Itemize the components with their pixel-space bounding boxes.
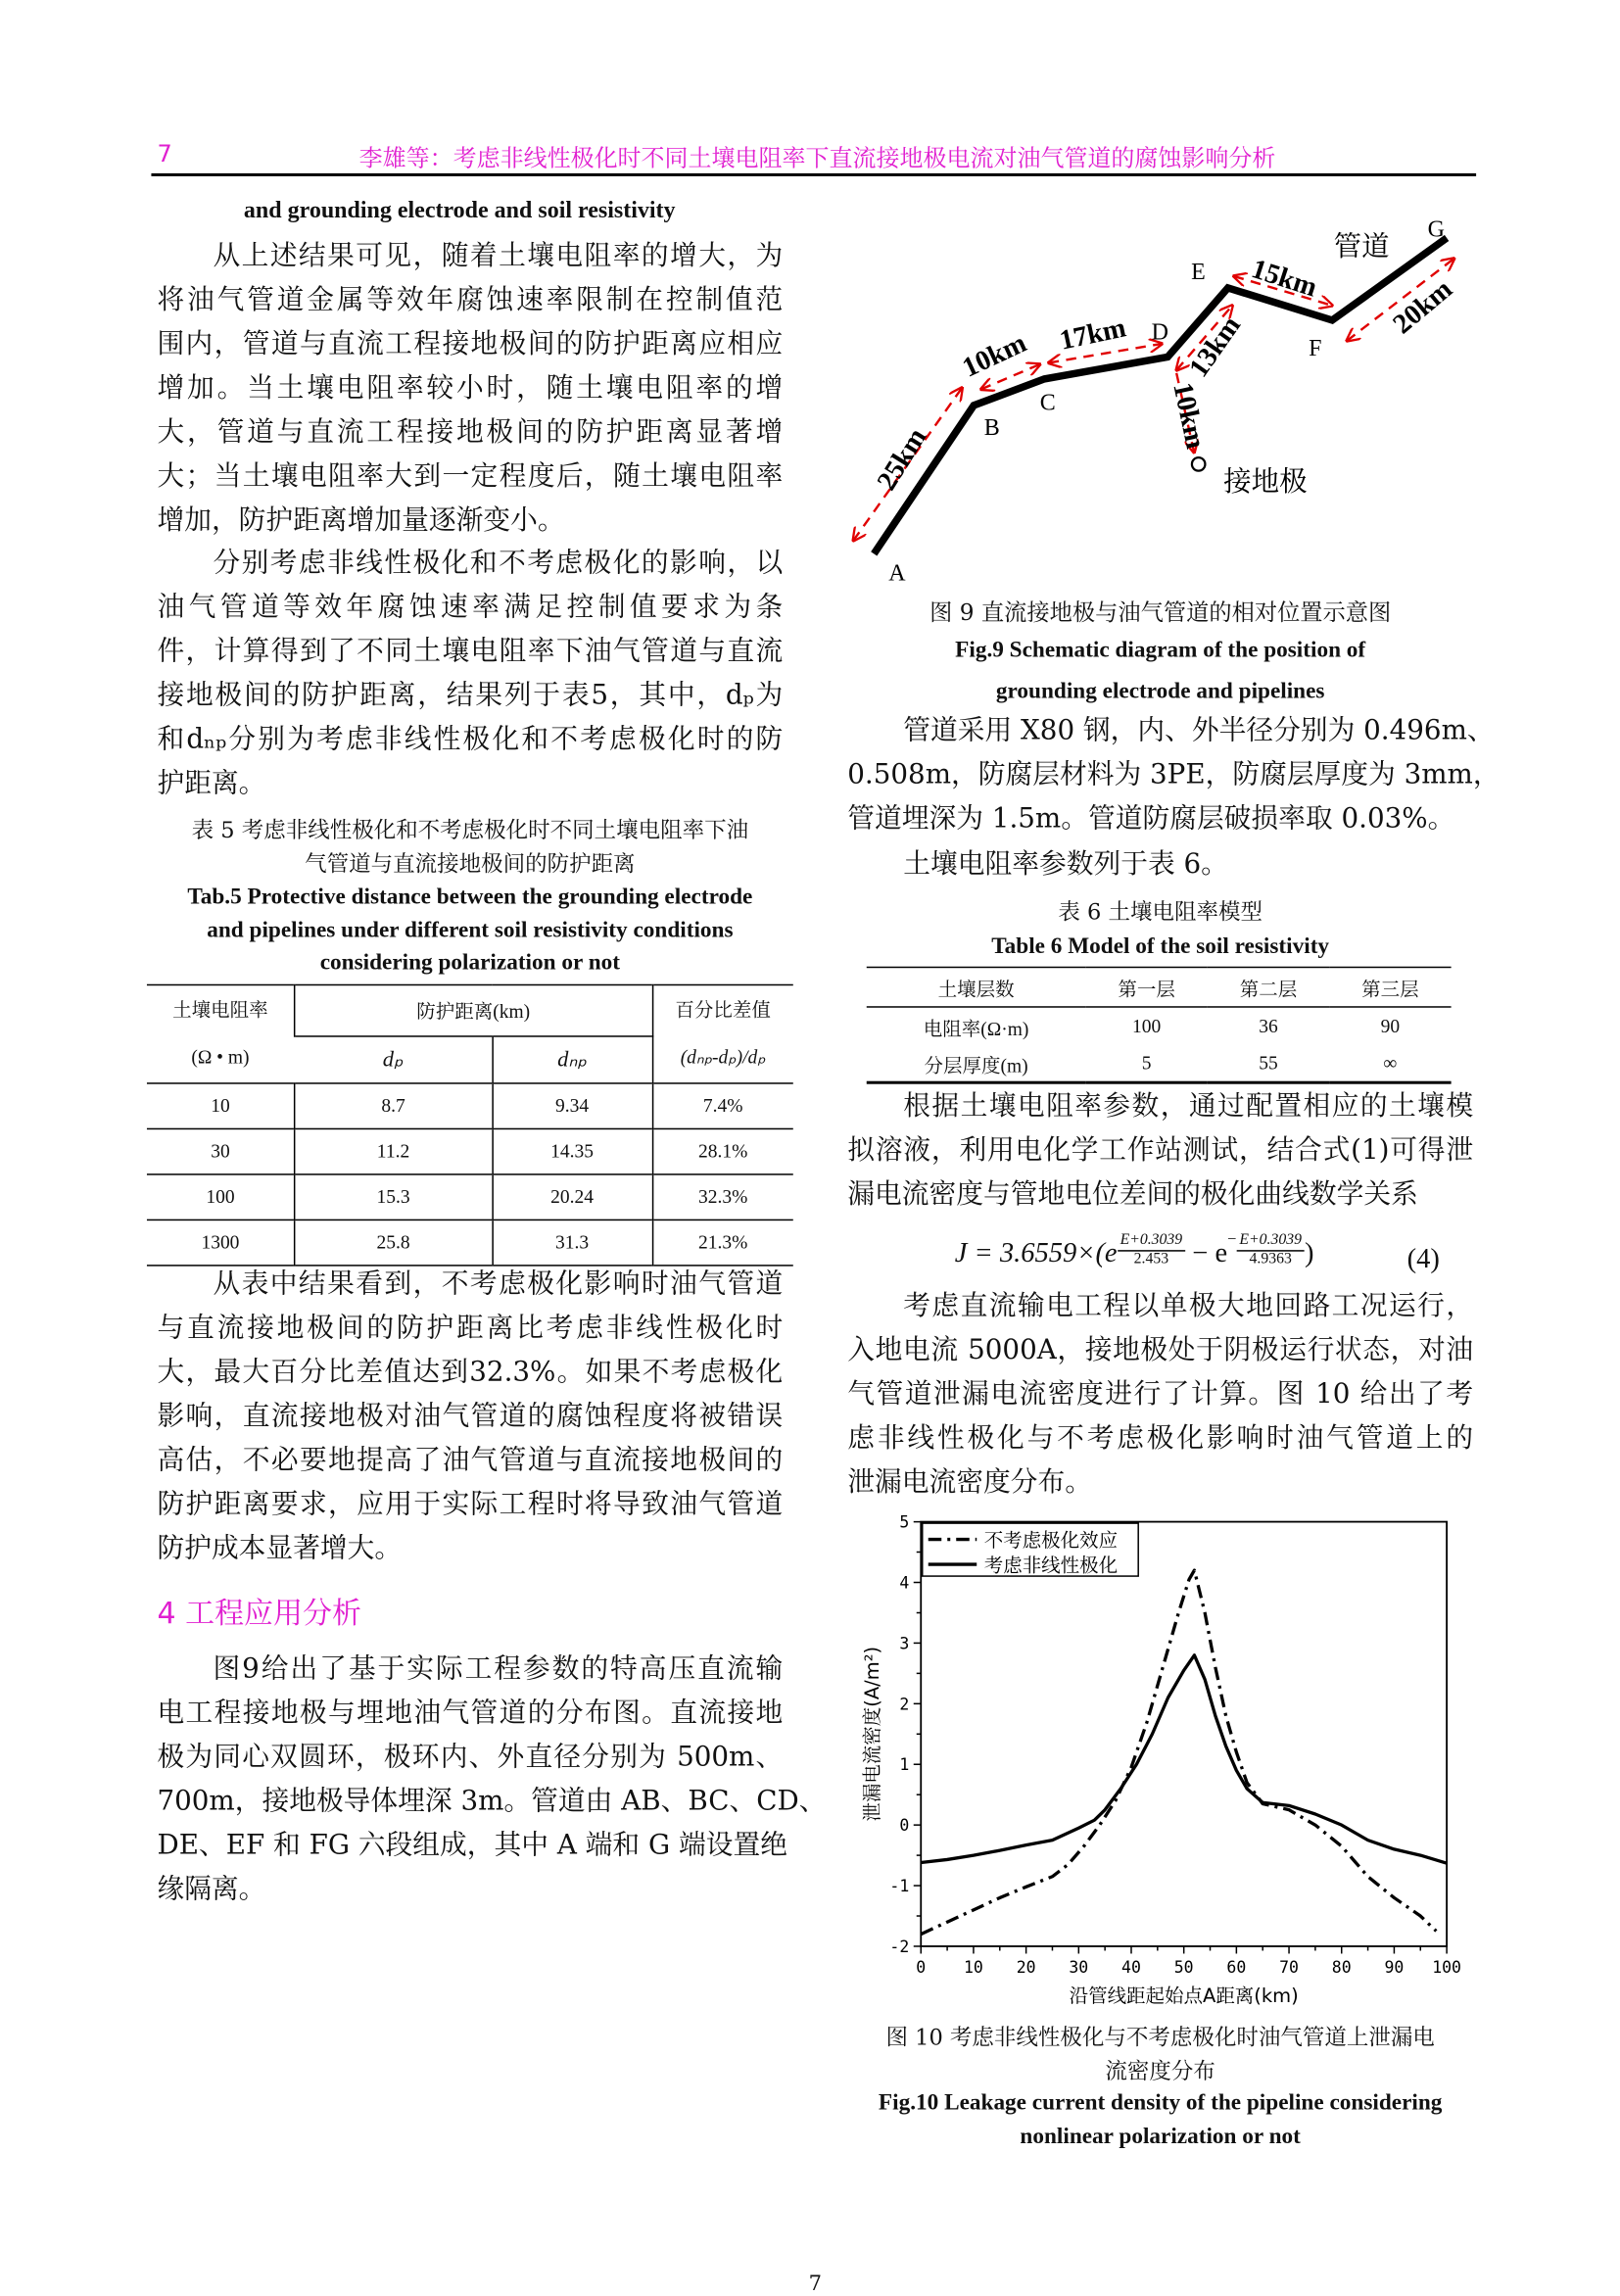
cell: 90 <box>1380 1015 1401 1038</box>
text-line: 拟溶液，利用电化学工作站测试，结合式(1)可得泄 <box>847 1135 1474 1167</box>
caption-line: 表 5 考虑非线性极化和不考虑极化时不同土壤电阻率下油 <box>191 816 749 843</box>
col-header-resistivity: 土壤电阻率 (Ω • m) <box>172 998 268 1069</box>
text-line: 防护距离要求，应用于实际工程时将导致油气管道 <box>157 1489 784 1521</box>
x-tick-label: 20 <box>1016 1957 1036 1977</box>
text-line: 高估，不必要地提高了油气管道与直流接地极间的 <box>157 1445 784 1477</box>
caption-line: 图 10 考虑非线性极化与不考虑极化时油气管道上泄漏电 <box>885 2024 1435 2051</box>
plot-frame <box>921 1522 1447 1946</box>
paragraph-7 <box>847 1085 1473 1218</box>
paragraph-2 <box>157 542 783 806</box>
y-axis-label: 泄漏电流密度(A/m²) <box>860 1646 883 1822</box>
col-header: 土壤层数 <box>937 977 1015 1000</box>
col-header-distance: 防护距离(km) <box>295 984 652 1035</box>
y-tick-label: 5 <box>899 1512 910 1532</box>
text-line: DE、EF 和 FG 六段组成，其中 A 端和 G 端设置绝 <box>157 1830 787 1861</box>
segment-label-ab: 25km <box>871 422 933 497</box>
table-row <box>147 1174 793 1220</box>
cell: 14.35 <box>492 1128 651 1173</box>
text-line: 考虑直流输电工程以单极大地回路工况运行， <box>903 1291 1474 1322</box>
segment-label-cd: 17km <box>1057 312 1129 357</box>
x-tick-label: 60 <box>1226 1957 1247 1977</box>
table6 <box>867 967 1452 1083</box>
text-line: 图9给出了基于实际工程参数的特高压直流输 <box>213 1653 784 1686</box>
figure10-chart <box>852 1506 1476 2017</box>
figure9-caption-cn: 图 9 直流接地极与油气管道的相对位置示意图 <box>929 598 1392 626</box>
text-line: 与直流接地极间的防护距离比考虑非线性极化时 <box>157 1313 784 1345</box>
cell: 5 <box>1141 1051 1152 1075</box>
x-tick-label: 90 <box>1384 1957 1405 1977</box>
cell: 31.3 <box>492 1220 651 1265</box>
table6-caption-en: Table 6 Model of the soil resistivity <box>991 933 1330 960</box>
table5 <box>147 984 793 1267</box>
text-line: 700m，接地极导体埋深 3m。管道由 AB、BC、CD、 <box>157 1786 827 1818</box>
footer-page-number: 7 <box>808 2272 822 2296</box>
equation-lhs: J = 3.6559×(e <box>954 1238 1118 1269</box>
text-line: 入地电流 5000A，接地极处于阴极运行状态，对油 <box>847 1335 1474 1366</box>
cell: 25.8 <box>295 1220 493 1265</box>
cell: 100 <box>1132 1015 1162 1038</box>
figure10-caption-en <box>847 2087 1473 2153</box>
caption-line: nonlinear polarization or not <box>1020 2123 1301 2149</box>
cell: 9.34 <box>492 1083 651 1128</box>
table-row <box>867 1007 1452 1046</box>
cell: 32.3% <box>652 1174 793 1220</box>
text-line: 电工程接地极与埋地油气管道的分布图。直流接地 <box>157 1698 784 1730</box>
text-line: 虑非线性极化与不考虑极化影响时油气管道上的 <box>847 1423 1474 1455</box>
col-header-percent: 百分比差值 (dₙₚ-dₚ)/dₚ <box>652 984 793 1082</box>
caption-line: Fig.10 Leakage current density of the pipeline considering <box>878 2089 1443 2116</box>
header-rule <box>151 173 1476 176</box>
caption-line: Fig.9 Schematic diagram of the position of <box>955 637 1366 663</box>
exponent-2: $\frac{E+0.3039}{4.9363}$ <box>1236 1232 1305 1268</box>
y-tick-label: -2 <box>889 1937 910 1956</box>
table6-caption-cn: 表 6 土壤电阻率模型 <box>1058 898 1263 926</box>
cell: 15.3 <box>295 1174 493 1220</box>
text-line: 漏电流密度与管地电位差间的极化曲线数学关系 <box>847 1179 1418 1211</box>
text-line: 增加。当土壤电阻率较小时，随土壤电阻率的增 <box>157 372 784 405</box>
legend-label-1: 考虑非线性极化 <box>983 1554 1119 1577</box>
text-line: 从上述结果可见，随着土壤电阻率的增大，为 <box>213 240 784 272</box>
caption-line: 流密度分布 <box>1105 2057 1215 2084</box>
segment-label-fg: 20km <box>1387 273 1458 341</box>
paragraph-8 <box>847 1285 1473 1506</box>
grounding-electrode-icon <box>1192 457 1205 470</box>
point-label-d: D <box>1151 319 1169 346</box>
caption-line: considering polarization or not <box>319 950 620 976</box>
text-line: 缘隔离。 <box>157 1874 266 1905</box>
caption-tail: and grounding electrode and soil resistivity <box>243 198 676 223</box>
text-line: 防护成本显著增大。 <box>157 1533 403 1565</box>
exponent-sign: − <box>1227 1230 1237 1249</box>
x-tick-label: 70 <box>1279 1957 1299 1977</box>
header-page-number: 7 <box>157 139 172 167</box>
y-tick-label: 1 <box>899 1755 910 1775</box>
text-line: 泄漏电流密度分布。 <box>847 1467 1092 1499</box>
running-title: 李雄等：考虑非线性极化时不同土壤电阻率下直流接地极电流对油气管道的腐蚀影响分析 <box>358 143 1276 172</box>
cell: 55 <box>1259 1051 1278 1075</box>
text-line: 增加，防护距离增加量逐渐变小。 <box>157 504 565 537</box>
col-header: 第二层 <box>1239 977 1298 1000</box>
point-label-f: F <box>1309 335 1322 361</box>
paragraph-3 <box>157 1264 783 1572</box>
cell: 电阻率(Ω·m) <box>923 1017 1029 1040</box>
equation-mid: − e <box>1185 1238 1228 1269</box>
figure9-caption-en <box>847 630 1473 712</box>
text-line: 件，计算得到了不同土壤电阻率下油气管道与直流 <box>157 636 784 667</box>
point-label-e: E <box>1191 259 1206 285</box>
table-row <box>147 1220 793 1265</box>
text-line: 极为同心双圆环，极环内、外直径分别为 500m、 <box>157 1742 784 1774</box>
text-line: 影响，直流接地极对油气管道的腐蚀程度将被错误 <box>157 1401 784 1433</box>
paragraph-1 <box>157 235 783 544</box>
section-heading: 4 工程应用分析 <box>157 1595 362 1631</box>
paragraph-6 <box>847 843 1473 887</box>
cell: 8.7 <box>295 1083 493 1128</box>
col-header: 第一层 <box>1118 977 1175 1000</box>
series-line-0 <box>921 1570 1436 1934</box>
x-tick-label: 0 <box>916 1957 927 1977</box>
cell: 28.1% <box>652 1128 793 1173</box>
text-line: 将油气管道金属等效年腐蚀速率限制在控制值范 <box>157 284 784 316</box>
x-tick-label: 30 <box>1069 1957 1089 1977</box>
figure9-diagram <box>847 206 1479 588</box>
table-row <box>147 1128 793 1173</box>
cell: 100 <box>206 1185 235 1208</box>
equation-number: (4) <box>1406 1244 1440 1275</box>
cell: 分层厚度(m) <box>924 1053 1028 1076</box>
text-line: 大；当土壤电阻率大到一定程度后，随土壤电阻率 <box>157 460 784 493</box>
text-line: 接地极间的防护距离，结果列于表5，其中，dₚ为 <box>157 680 784 711</box>
cell: 36 <box>1259 1015 1278 1038</box>
y-tick-label: 3 <box>899 1634 910 1653</box>
cell: 7.4% <box>652 1083 793 1128</box>
y-tick-label: -1 <box>889 1877 910 1896</box>
table-row <box>147 1083 793 1128</box>
electrode-label: 接地极 <box>1223 464 1308 498</box>
equation-4 <box>955 1231 1314 1270</box>
text-line: 气管道泄漏电流密度进行了计算。图 10 给出了考 <box>847 1379 1474 1411</box>
cell: 10 <box>211 1094 230 1117</box>
table-header-row <box>867 967 1452 1006</box>
caption-line: and pipelines under different soil resistivity conditions <box>207 917 734 942</box>
cell: 20.24 <box>492 1174 651 1220</box>
cell: 1300 <box>201 1230 240 1254</box>
text-line: 从表中结果看到，不考虑极化影响时油气管道 <box>213 1268 784 1301</box>
table5-caption-cn <box>147 814 793 882</box>
exponent-1: $\frac{E+0.3039}{2.453}$ <box>1118 1232 1186 1268</box>
point-label-c: C <box>1039 390 1056 416</box>
y-tick-label: 2 <box>899 1695 910 1714</box>
col-header-dnp: dₙₚ <box>492 1035 651 1083</box>
x-tick-label: 80 <box>1331 1957 1352 1977</box>
point-label-a: A <box>888 560 906 587</box>
text-line: 分别考虑非线性极化和不考虑极化的影响，以 <box>213 548 784 579</box>
segment-label-bc: 10km <box>958 327 1031 384</box>
x-axis-label: 沿管线距起始点A距离(km) <box>1069 1984 1299 2007</box>
text-line: 和dₙₚ分别为考虑非线性极化和不考虑极化时的防 <box>157 724 784 755</box>
x-tick-label: 10 <box>964 1957 983 1977</box>
y-tick-label: 4 <box>899 1573 910 1593</box>
text-line: 根据土壤电阻率参数，通过配置相应的土壤模 <box>903 1091 1474 1123</box>
figure10-caption-cn <box>847 2021 1473 2088</box>
segment-label-de: 13km <box>1183 311 1247 383</box>
segment-label-electrode: 10km <box>1167 379 1211 452</box>
point-label-b: B <box>983 414 1000 441</box>
text-line: 土壤电阻率参数列于表 6。 <box>903 848 1228 881</box>
cell: 21.3% <box>652 1220 793 1265</box>
paragraph-5 <box>847 709 1501 841</box>
cell: ∞ <box>1383 1051 1398 1075</box>
table5-caption-en <box>147 882 793 981</box>
caption-line: grounding electrode and pipelines <box>995 678 1325 704</box>
equation-close: ) <box>1304 1238 1314 1269</box>
text-line: 管道采用 X80 钢，内、外半径分别为 0.496m、 <box>903 715 1495 746</box>
pipeline <box>871 238 1447 553</box>
col-header-dp: dₚ <box>382 1048 404 1073</box>
text-line: 0.508m，防腐层材料为 3PE，防腐层厚度为 3mm， <box>847 759 1501 790</box>
text-line: 管道埋深为 1.5m。管道防腐层破损率取 0.03%。 <box>847 803 1455 835</box>
series-line-1 <box>921 1655 1447 1863</box>
x-tick-label: 50 <box>1173 1957 1194 1977</box>
text-line: 油气管道等效年腐蚀速率满足控制值要求为条 <box>157 592 784 623</box>
point-label-g: G <box>1427 216 1445 243</box>
legend-label-0: 不考虑极化效应 <box>983 1529 1119 1553</box>
text-line: 大，管道与直流工程接地极间的防护距离显著增 <box>157 416 784 449</box>
paragraph-4 <box>157 1649 827 1913</box>
x-tick-label: 40 <box>1121 1957 1141 1977</box>
pipe-label: 管道 <box>1333 229 1390 263</box>
text-line: 围内，管道与直流工程接地极间的防护距离应相应 <box>157 328 784 360</box>
col-header: 第三层 <box>1361 977 1419 1000</box>
y-tick-label: 0 <box>899 1816 910 1836</box>
caption-line: Tab.5 Protective distance between the grounding electrode <box>187 884 753 910</box>
text-line: 大，最大百分比差值达到32.3%。如果不考虑极化 <box>157 1357 784 1389</box>
cell: 30 <box>211 1139 230 1163</box>
text-line: 护距离。 <box>157 768 266 799</box>
segment-label-ef: 15km <box>1247 254 1321 304</box>
caption-line: 气管道与直流接地极间的防护距离 <box>305 850 636 878</box>
cell: 11.2 <box>295 1128 493 1173</box>
table-row <box>867 1046 1452 1081</box>
x-tick-label: 100 <box>1432 1957 1461 1977</box>
